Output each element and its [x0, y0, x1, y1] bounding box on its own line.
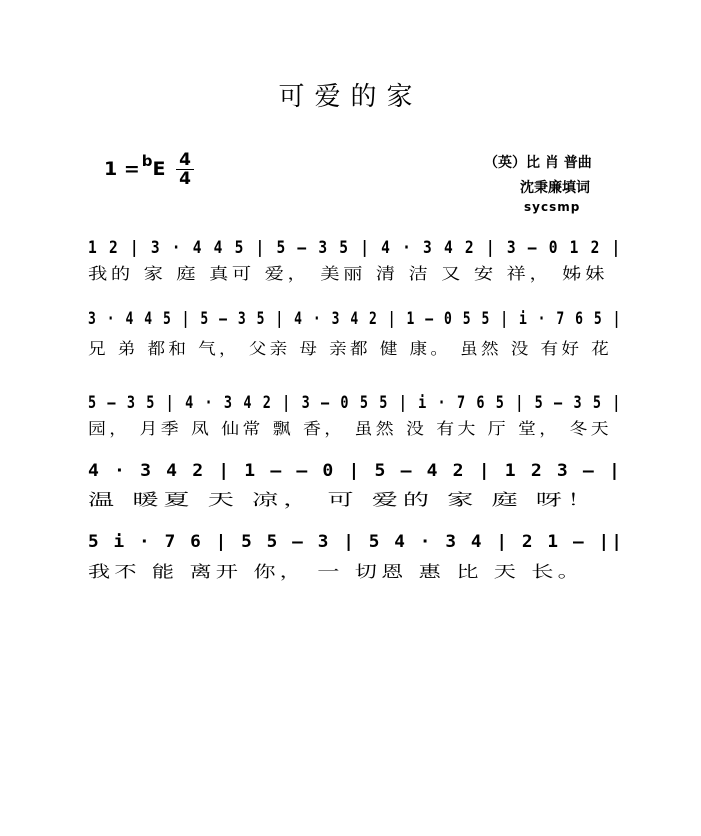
source-credit: sycsmp [524, 200, 581, 214]
flat-sign: b [141, 152, 153, 170]
meter-top: 4 [179, 150, 191, 170]
notation-line-4: 4 · 3 4 2 | 1 – – 0 | 5 – 4 2 | 1 2 3 – | [88, 461, 622, 481]
key-letter: E [152, 158, 166, 180]
lyrics-line-4: 温 暖夏 天 凉， 可 爱的 家 庭 呀！ [88, 490, 598, 509]
notation-line-3: 5 – 3 5 | 4 · 3 4 2 | 3 – 0 5 5 | i · 7 6 5 | 5 – 3 5 | [88, 393, 622, 413]
score-line-4 [88, 461, 622, 509]
meter-bottom: 4 [179, 169, 191, 189]
lyricist-credit: 沈秉廉填词 [520, 180, 590, 196]
score-line-2 [88, 309, 622, 358]
key-prefix: 1 = [104, 158, 140, 180]
notation-line-1: 1 2 | 3 · 4 4 5 | 5 – 3 5 | 4 · 3 4 2 | 3 – 0 1 2 | [88, 238, 622, 258]
notation-line-5: 5 i · 7 6 | 5 5 – 3 | 5 4 · 3 4 | 2 1 – || [88, 532, 624, 552]
lyrics-line-2: 兄 弟 都和 气， 父亲 母 亲都 健 康。 虽然 没 有好 花 [88, 339, 612, 358]
lyrics-line-5: 我不 能 离开 你， 一 切恩 惠 比 天 长。 [88, 562, 584, 581]
lyrics-line-3: 园， 月季 凤 仙常 飘 香， 虽然 没 有大 厅 堂， 冬天 [88, 419, 612, 438]
score-line-3 [88, 393, 622, 438]
composer-credit: （英）比 肖 普曲 [484, 155, 592, 171]
song-title: 可爱的家 [278, 82, 423, 112]
score-line-5 [88, 532, 624, 581]
lyrics-line-1: 我的 家 庭 真可 爱， 美丽 清 洁 又 安 祥， 姊妹 [88, 264, 608, 283]
score-line-1 [88, 238, 622, 283]
notation-line-2: 3 · 4 4 5 | 5 – 3 5 | 4 · 3 4 2 | 1 – 0 5 5 | i · 7 6 5 | [88, 309, 622, 329]
